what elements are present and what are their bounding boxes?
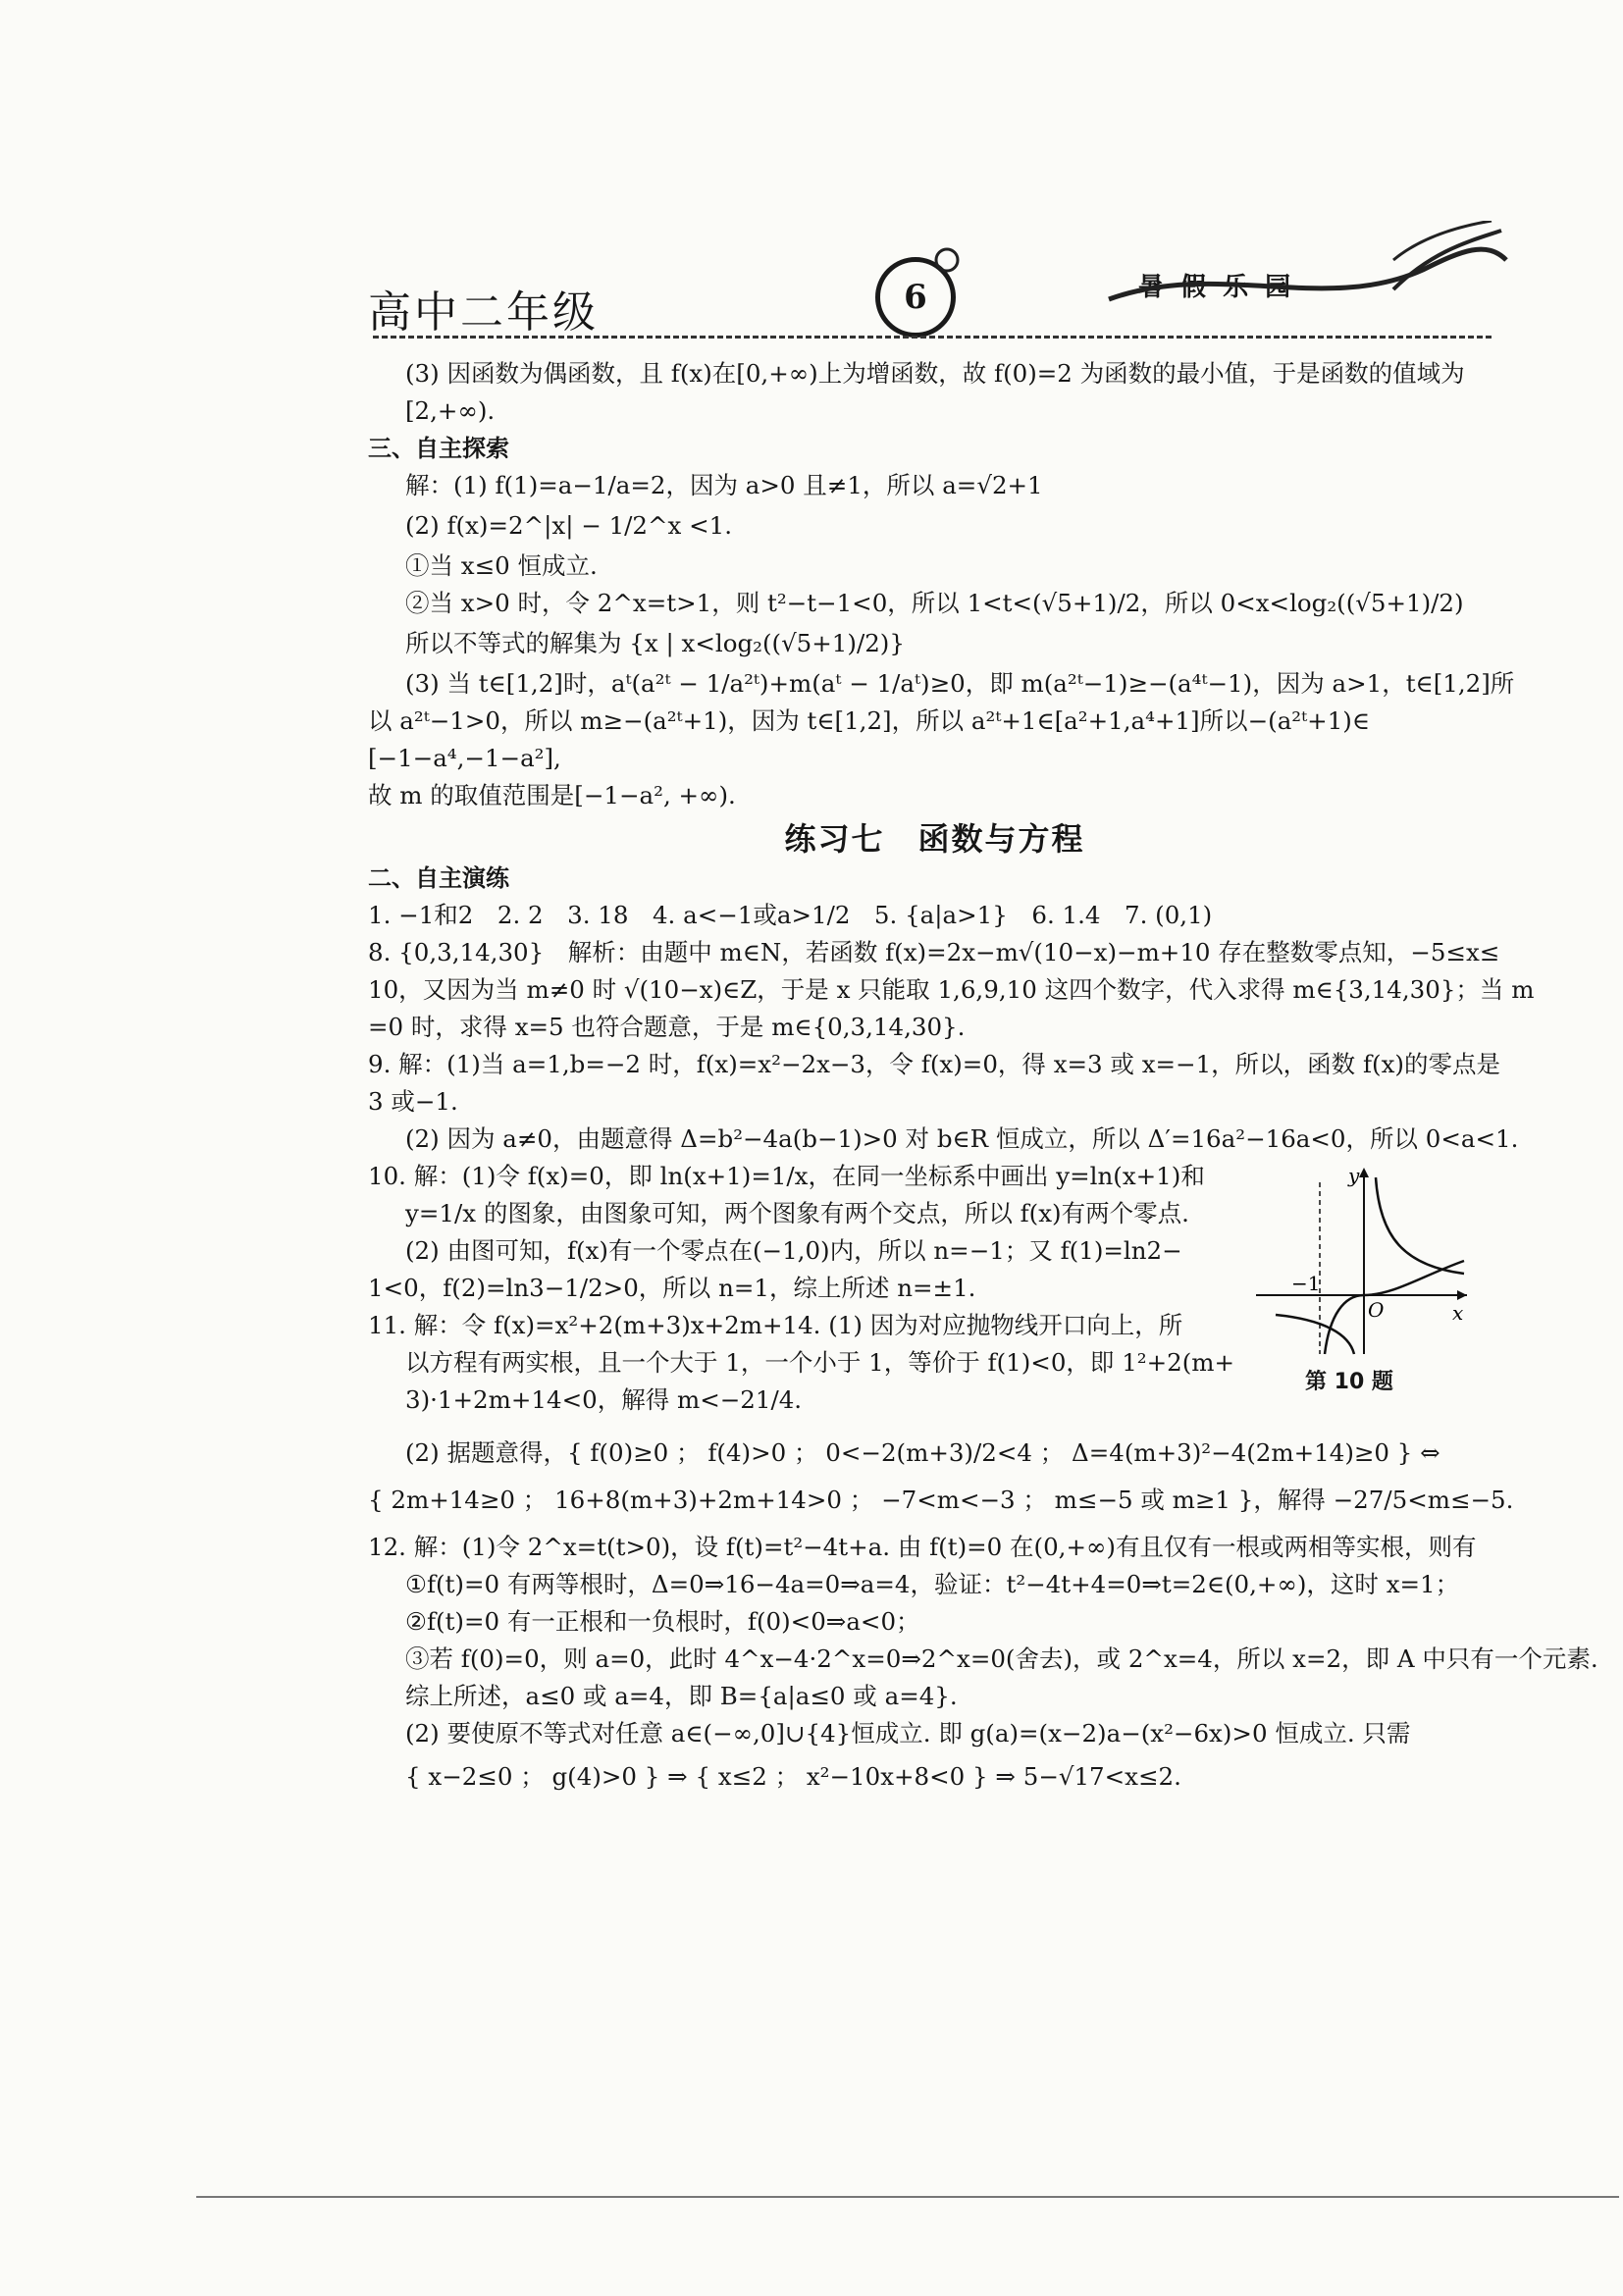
x-axis-arrow-icon xyxy=(1457,1290,1467,1300)
page-header xyxy=(0,0,1623,353)
q9-line1: 9. 解：(1)当 a=1,b=−2 时，f(x)=x²−2x−3，令 f(x)=0，得 x=3 或 x=−1，所以，函数 f(x)的零点是 xyxy=(368,1050,1500,1078)
bottom-rule xyxy=(196,2196,1619,2198)
explore-a2-solution: 所以不等式的解集为 {x | x<log₂((√5+1)/2)} xyxy=(405,629,905,657)
q12-line5: 综上所述，a≤0 或 a=4，即 B={a|a≤0 或 a=4}. xyxy=(405,1682,958,1710)
q11-system-2: { 2m+14≥0 ； 16+8(m+3)+2m+14>0 ； −7<m<−3 ； m≤−5 或 m≥1 }，解得 −27/5<m≤−5. xyxy=(368,1486,1514,1514)
q12-line4: ③若 f(0)=0，则 a=0，此时 4^x−4·2^x=0⇒2^x=0(舍去)，或 2^x=4，所以 x=2，即 A 中只有一个元素. xyxy=(405,1644,1598,1673)
graph-lnx-and-reciprocal xyxy=(1246,1158,1472,1359)
q8-line2: 10，又因为当 m≠0 时 √(10−x)∈Z，于是 x 只能取 1,6,9,10 这四个数字，代入求得 m∈{3,14,30}；当 m xyxy=(368,975,1535,1004)
answer-body xyxy=(368,355,1598,1796)
answers-1-7: 1. −1和2 2. 2 3. 18 4. a<−1或a>1/2 5. {a|a>1} 6. 1.4 7. (0,1) xyxy=(368,901,1213,929)
q12-line3: ②f(t)=0 有一正根和一负根时，f(0)<0⇒a<0； xyxy=(405,1607,920,1636)
q8-line1: 8. {0,3,14,30} 解析：由题中 m∈N，若函数 f(x)=2x−m√(10−x)−m+10 存在整数零点知，−5≤x≤ xyxy=(368,938,1500,966)
q8-line3: =0 时，求得 x=5 也符合题意，于是 m∈{0,3,14,30}. xyxy=(368,1013,966,1041)
figure-10 xyxy=(1246,1158,1472,1393)
prev-p3-line1: (3) 因函数为偶函数，且 f(x)在[0,+∞)上为增函数，故 f(0)=2 为函数的最小值，于是函数的值域为 xyxy=(405,359,1465,388)
header-divider xyxy=(373,336,1492,339)
grade-title: 高中二年级 xyxy=(368,287,599,338)
section-heading-practice: 二、自主演练 xyxy=(368,864,509,892)
q11-line2: 以方程有两实根，且一个大于 1，一个小于 1，等价于 f(1)<0，即 1²+2(m+ xyxy=(405,1348,1235,1377)
q11-line3: 3)·1+2m+14<0，解得 m<−21/4. xyxy=(405,1385,803,1414)
explore-a3-line3: [−1−a⁴,−1−a²], xyxy=(368,744,561,772)
q10-line3: (2) 由图可知，f(x)有一个零点在(−1,0)内，所以 n=−1；又 f(1)=ln2− xyxy=(405,1236,1182,1265)
x-axis-label: x xyxy=(1452,1301,1464,1325)
reciprocal-curve-right xyxy=(1376,1177,1464,1274)
q12-line6: (2) 要使原不等式对任意 a∈(−∞,0]∪{4}恒成立. 即 g(a)=(x−2)a−(x²−6x)>0 恒成立. 只需 xyxy=(405,1719,1411,1748)
explore-a2-case2: ②当 x>0 时，令 2^x=t>1，则 t²−t−1<0，所以 1<t<(√5+1)/2，所以 0<x<log₂((√5+1)/2) xyxy=(405,589,1464,617)
explore-a3-line4: 故 m 的取值范围是[−1−a², +∞). xyxy=(368,781,736,809)
page-number-badge: 6 xyxy=(875,257,956,338)
exercise-title: 练习七 函数与方程 xyxy=(784,820,1085,858)
bubble-icon xyxy=(932,245,962,275)
neg-one-label: −1 xyxy=(1291,1272,1321,1295)
q11-system-1: (2) 据题意得，{ f(0)≥0 ； f(4)>0 ； 0<−2(m+3)/2<4 ； Δ=4(m+3)²−4(2m+14)≥0 } ⇔ xyxy=(405,1438,1440,1467)
section-heading-explore: 三、自主探索 xyxy=(368,435,509,462)
q12-line7: { x−2≤0 ； g(4)>0 } ⇒ { x≤2 ； x²−10x+8<0 } ⇒ 5−√17<x≤2. xyxy=(405,1762,1181,1791)
q10-block xyxy=(368,1158,1501,1419)
q9-line3: (2) 因为 a≠0，由题意得 Δ=b²−4a(b−1)>0 对 b∈R 恒成立，所以 Δ′=16a²−16a<0，所以 0<a<1. xyxy=(405,1124,1519,1153)
explore-a2: (2) f(x)=2^|x| − 1/2^x <1. xyxy=(405,511,733,540)
logo-text: 暑 假 乐 园 xyxy=(1138,273,1295,302)
origin-label: O xyxy=(1368,1298,1385,1322)
q12-line1: 12. 解：(1)令 2^x=t(t>0)，设 f(t)=t²−4t+a. 由 f(t)=0 在(0,+∞)有且仅有一根或两相等实根，则有 xyxy=(368,1533,1477,1561)
q10-line1: 10. 解：(1)令 f(x)=0，即 ln(x+1)=1/x，在同一坐标系中画出 y=ln(x+1)和 xyxy=(368,1162,1205,1190)
q11-line1: 11. 解：令 f(x)=x²+2(m+3)x+2m+14. (1) 因为对应抛物线开口向上，所 xyxy=(368,1311,1183,1339)
reciprocal-curve-left xyxy=(1276,1315,1354,1354)
explore-a2-case1: ①当 x≤0 恒成立. xyxy=(405,551,598,580)
explore-a3-line2: 以 a²ᵗ−1>0，所以 m≥−(a²ᵗ+1)，因为 t∈[1,2]，所以 a²ᵗ+1∈[a²+1,a⁴+1]所以−(a²ᵗ+1)∈ xyxy=(368,706,1370,735)
prev-p3-line2: [2,+∞). xyxy=(405,396,496,425)
q12-line2: ①f(t)=0 有两等根时，Δ=0⇒16−4a=0⇒a=4，验证：t²−4t+4=0⇒t=2∈(0,+∞)，这时 x=1； xyxy=(405,1570,1460,1598)
y-axis-arrow-icon xyxy=(1359,1168,1369,1177)
explore-a3-line1: (3) 当 t∈[1,2]时，aᵗ(a²ᵗ − 1/a²ᵗ)+m(aᵗ − 1/aᵗ)≥0，即 m(a²ᵗ−1)≥−(a⁴ᵗ−1)，因为 a>1，t∈[1,2]所 xyxy=(405,669,1515,698)
y-axis-label: y xyxy=(1348,1164,1360,1187)
logo-swoosh-icon xyxy=(1099,221,1511,329)
q9-line2: 3 或−1. xyxy=(368,1087,458,1116)
explore-a1: 解：(1) f(1)=a−1/a=2，因为 a>0 且≠1，所以 a=√2+1 xyxy=(405,471,1043,499)
q10-line4: 1<0，f(2)=ln3−1/2>0，所以 n=1，综上所述 n=±1. xyxy=(368,1274,976,1302)
figure-10-caption: 第 10 题 xyxy=(1305,1370,1393,1394)
q10-line2: y=1/x 的图象，由图象可知，两个图象有两个交点，所以 f(x)有两个零点. xyxy=(405,1199,1189,1227)
